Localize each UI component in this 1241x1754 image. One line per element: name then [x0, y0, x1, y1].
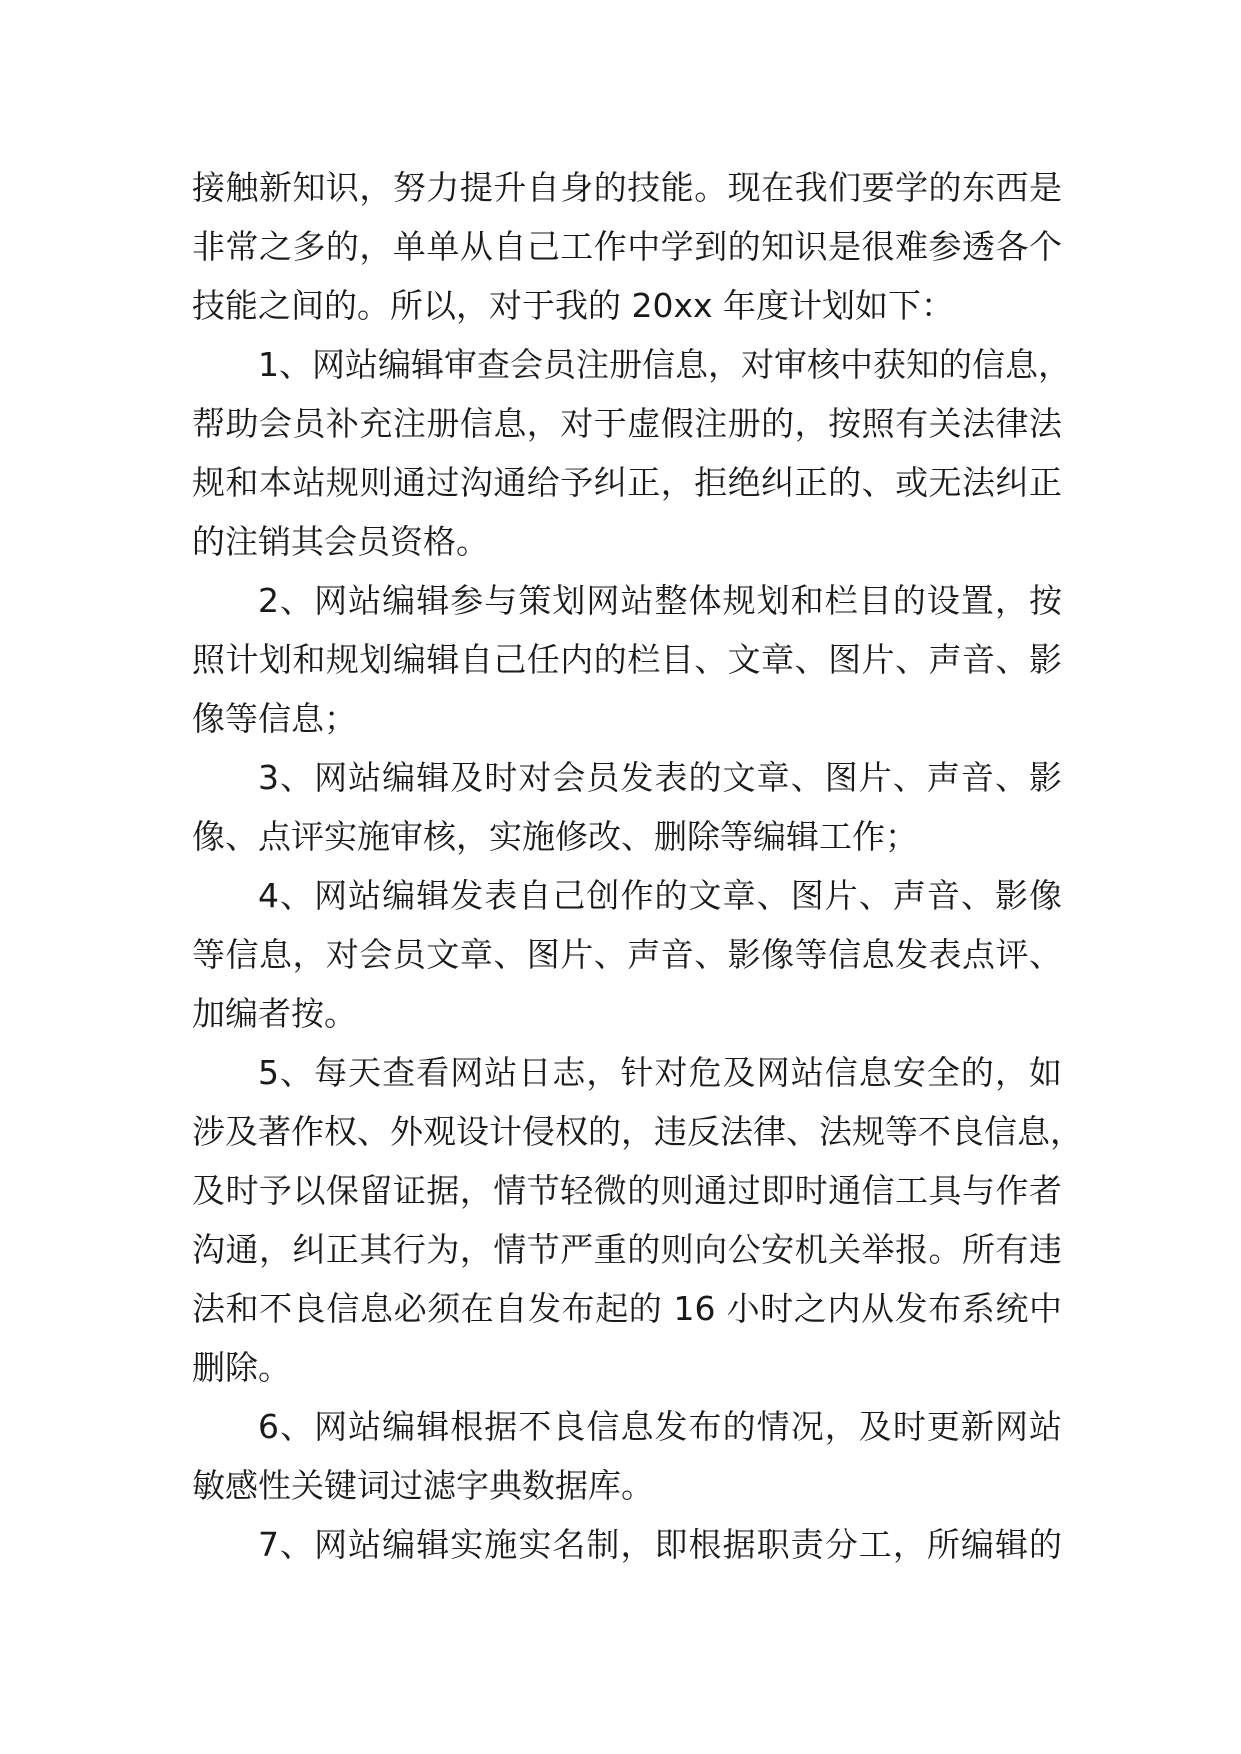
document-body — [192, 158, 1083, 1574]
text-line: 像等信息； — [192, 699, 357, 738]
text-line: 规和本站规则通过沟通给予纠正，拒绝纠正的、或无法纠正 — [192, 463, 1062, 502]
text-line: 3、网站编辑及时对会员发表的文章、图片、声音、影 — [258, 758, 1062, 797]
paragraph-item-6 — [192, 1397, 1062, 1515]
text-line: 像、点评实施审核，实施修改、删除等编辑工作； — [192, 817, 918, 856]
paragraph-item-7 — [192, 1515, 1062, 1574]
text-line: 敏感性关键词过滤字典数据库。 — [192, 1466, 654, 1505]
text-line: 接触新知识，努力提升自身的技能。现在我们要学的东西是 — [192, 168, 1062, 207]
text-line: 1、网站编辑审查会员注册信息，对审核中获知的信息， — [258, 345, 1071, 384]
text-line: 7、网站编辑实施实名制，即根据职责分工，所编辑的 — [258, 1525, 1062, 1564]
paragraph-item-5 — [192, 1043, 1083, 1397]
text-line: 等信息，对会员文章、图片、声音、影像等信息发表点评、 — [192, 935, 1062, 974]
text-line: 法和不良信息必须在自发布起的 16 小时之内从发布系统中 — [192, 1289, 1062, 1328]
text-line: 4、网站编辑发表自己创作的文章、图片、声音、影像 — [258, 876, 1062, 915]
text-line: 技能之间的。所以，对于我的 20xx 年度计划如下： — [192, 286, 955, 325]
paragraph-item-4 — [192, 866, 1062, 1043]
text-line: 照计划和规划编辑自己任内的栏目、文章、图片、声音、影 — [192, 640, 1062, 679]
text-line: 6、网站编辑根据不良信息发布的情况，及时更新网站 — [258, 1407, 1062, 1446]
paragraph-item-3 — [192, 748, 1062, 866]
paragraph-item-2 — [192, 571, 1062, 748]
text-line: 非常之多的，单单从自己工作中学到的知识是很难参透各个 — [192, 227, 1062, 266]
text-line: 及时予以保留证据，情节轻微的则通过即时通信工具与作者 — [192, 1171, 1062, 1210]
paragraph-item-1 — [192, 335, 1071, 571]
text-line: 2、网站编辑参与策划网站整体规划和栏目的设置，按 — [258, 581, 1062, 620]
text-line: 删除。 — [192, 1348, 291, 1387]
text-line: 帮助会员补充注册信息，对于虚假注册的，按照有关法律法 — [192, 404, 1062, 443]
paragraph-intro — [192, 158, 1062, 335]
text-line: 5、每天查看网站日志，针对危及网站信息安全的，如 — [258, 1053, 1062, 1092]
text-line: 的注销其会员资格。 — [192, 522, 489, 561]
text-line: 沟通，纠正其行为，情节严重的则向公安机关举报。所有违 — [192, 1230, 1062, 1269]
text-line: 涉及著作权、外观设计侵权的，违反法律、法规等不良信息， — [192, 1112, 1083, 1151]
text-line: 加编者按。 — [192, 994, 357, 1033]
